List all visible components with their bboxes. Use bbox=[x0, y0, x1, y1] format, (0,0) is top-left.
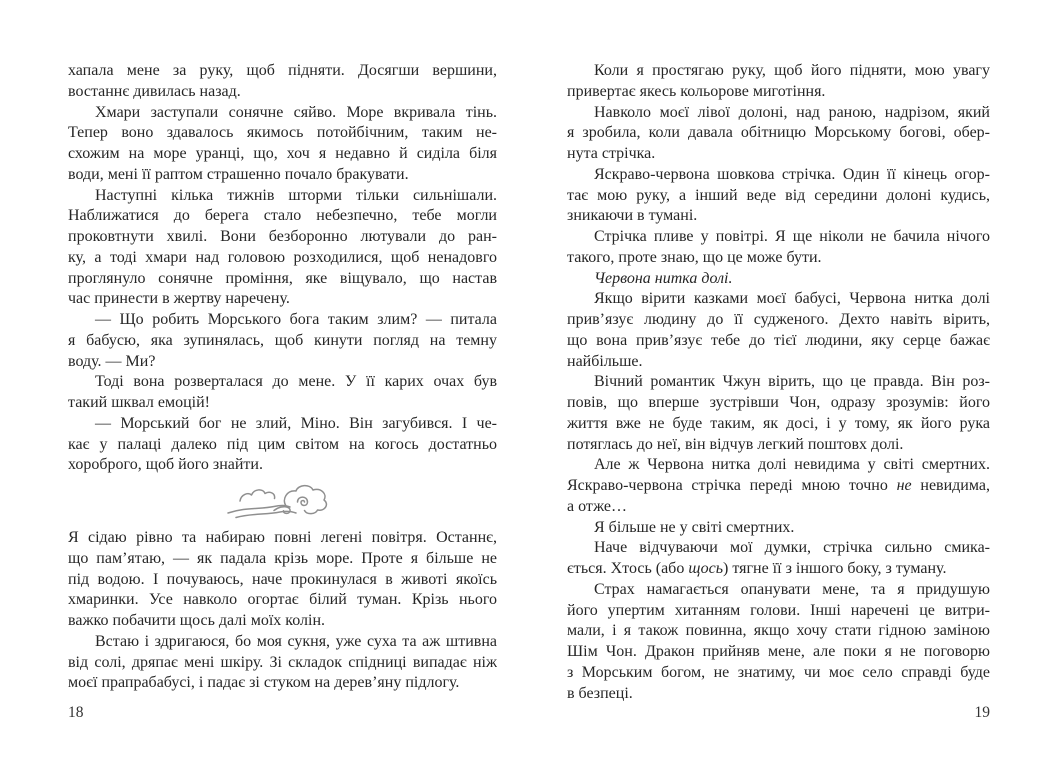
text-line: потяглась до неї, він відчув легкий поштовх долі. bbox=[567, 435, 904, 453]
text-line: в безпеці. bbox=[567, 684, 633, 702]
text-line: під водою. І почуваюсь, наче прокинулася в животі якоїсь bbox=[68, 570, 497, 588]
paragraph bbox=[567, 227, 990, 269]
text-line: що пам’ятаю, — як падала крізь море. Проте я більше не bbox=[68, 549, 497, 567]
paragraph bbox=[567, 518, 990, 539]
text-line: Навколо моєї лівої долоні, над раною, надрізом, який bbox=[594, 103, 990, 121]
text-line: Встаю і здригаюся, бо моя сукня, уже суха та аж штивна bbox=[95, 632, 497, 650]
left-page-number: 18 bbox=[68, 704, 84, 721]
text-line: проковтнути хвилі. Вони безборонно лютували до ран- bbox=[68, 228, 497, 245]
paragraph bbox=[567, 372, 990, 455]
text-line: прив’язує людину до її судженого. Дехто навіть вірить, bbox=[567, 311, 990, 328]
paragraph bbox=[567, 580, 990, 705]
text-line: востаннє дивилась назад. bbox=[68, 82, 241, 100]
text-line: Страх намагається опанувати мене, та я придушую bbox=[594, 580, 990, 598]
text-line: повів, що вперше зустрівши Чон, одразу зрозумів: його bbox=[567, 394, 990, 411]
paragraph bbox=[567, 538, 990, 580]
text-line: Яскраво-червона стрічка переді мною точно не невидима, bbox=[567, 477, 990, 494]
paragraph bbox=[68, 372, 497, 414]
right-page-number: 19 bbox=[974, 704, 990, 721]
text-line: привертає якесь кольорове миготіння. bbox=[567, 82, 826, 100]
paragraph bbox=[68, 414, 497, 476]
text-line: нута стрічка. bbox=[567, 145, 656, 162]
paragraph bbox=[567, 61, 990, 103]
text-line: тає мою руку, а інший веде від середини долоні кудись, bbox=[567, 186, 990, 204]
text-line: Я більше не у світі смертних. bbox=[594, 518, 795, 536]
text-line: Наближатися до берега стало небезпечно, тебе могли bbox=[68, 207, 497, 225]
paragraph bbox=[68, 186, 497, 311]
cloud-scroll-ornament bbox=[224, 479, 342, 525]
text-line: з Морським богом, не знатиму, чи моє село справді буде bbox=[567, 663, 990, 681]
text-line: а отже… bbox=[567, 497, 628, 515]
paragraph bbox=[567, 289, 990, 372]
text-line: води, мені її раптом страшенно почало бракувати. bbox=[68, 165, 409, 183]
text-line: Наступні кілька тижнів шторми тільки сильнішали. bbox=[95, 186, 497, 204]
text-line: його упертим хитанням голови. Інші наречені це витри- bbox=[567, 601, 990, 619]
text-line: час принести в жертву наречену. bbox=[68, 290, 290, 308]
text-line: Тепер воно здавалось якимось потойбічним, таким не- bbox=[68, 124, 497, 142]
text-line: воду. — Ми? bbox=[68, 352, 156, 370]
text-line: хороброго, щоб його знайти. bbox=[68, 456, 263, 474]
paragraph bbox=[567, 269, 990, 290]
text-line: — Що робить Морського бога таким злим? — питала bbox=[95, 311, 497, 328]
text-line: такий шквал емоцій! bbox=[68, 394, 210, 411]
paragraph bbox=[68, 310, 497, 372]
text-line: життя вже не буде таким, як досі, і у тому, як його рука bbox=[567, 414, 990, 432]
text-line: Червона нитка долі. bbox=[594, 269, 733, 287]
text-line: Шім Чон. Дракон прийняв мене, але поки я не поговорю bbox=[567, 643, 990, 660]
right-page-text-column bbox=[567, 61, 990, 704]
paragraph bbox=[68, 632, 497, 694]
text-line: схожим на море уранці, що, хоч я недавно й сиділа біля bbox=[68, 145, 497, 162]
paragraph bbox=[68, 528, 497, 632]
text-line: найбільше. bbox=[567, 352, 643, 370]
text-line: Я сідаю рівно та набираю повні легені повітря. Останнє, bbox=[68, 529, 497, 546]
text-line: зникаючи в тумані. bbox=[567, 207, 698, 225]
text-line: хапала мене за руку, щоб підняти. Досягши вершини, bbox=[68, 62, 497, 79]
paragraph bbox=[567, 455, 990, 517]
text-line: такого, проте знаю, що це може бути. bbox=[567, 248, 822, 266]
text-line: Хмари заступали сонячне сяйво. Море вкривала тінь. bbox=[95, 103, 497, 121]
paragraph bbox=[68, 103, 497, 186]
text-line: Якщо вірити казками моєї бабусі, Червона нитка долі bbox=[594, 290, 990, 308]
text-line: від солі, дряпає мені шкіру. Зі складок спідниці випадає ніж bbox=[68, 653, 497, 671]
text-line: Стрічка пливе у повітрі. Я ще ніколи не бачила нічого bbox=[594, 228, 990, 245]
text-line: моєї прапрабабусі, і падає зі стуком на дерев’яну підлогу. bbox=[68, 674, 460, 692]
text-line: Але ж Червона нитка долі невидима у світі смертних. bbox=[594, 456, 990, 474]
text-line: я бабусю, яка зупинялась, щоб кинути погляд на темну bbox=[68, 331, 497, 349]
text-line: я зробила, коли давала обітницю Морському богові, обер- bbox=[567, 124, 990, 142]
text-line: хмаринки. Усе навколо огортає білий туман. Крізь нього bbox=[68, 591, 497, 609]
text-line: що вона прив’язує тебе до тієї людини, яку серце бажає bbox=[567, 331, 990, 349]
left-page-text-column bbox=[68, 61, 497, 694]
text-line: Вічний романтик Чжун вірить, що це правда. Він роз- bbox=[594, 373, 990, 391]
text-line: кає у палаці далеко під цим світом на когось достатньо bbox=[68, 435, 497, 453]
text-line: Яскраво-червона шовкова стрічка. Один її кінець огор- bbox=[594, 165, 990, 183]
text-line: мали, і я також повинна, якщо хочу стати гідною заміною bbox=[567, 622, 990, 640]
text-line: Тоді вона розверталася до мене. У її карих очах був bbox=[95, 373, 497, 391]
text-line: — Морський бог не злий, Міно. Він загубився. І че- bbox=[95, 414, 497, 432]
text-line: Наче відчуваючи мої думки, стрічка сильно смика- bbox=[594, 539, 990, 557]
text-line: ється. Хтось (або щось) тягне її з іншого боку, з туману. bbox=[567, 560, 947, 577]
text-line: важко побачити щось далі моїх колін. bbox=[68, 612, 326, 629]
text-line: проглянуло сонячне проміння, яке віщувало, що настав bbox=[68, 269, 497, 287]
paragraph bbox=[567, 103, 990, 165]
paragraph bbox=[68, 61, 497, 103]
text-line: ку, а тоді хмари над головою розходилися, щоб ненадовго bbox=[68, 248, 497, 266]
scene-break-ornament bbox=[68, 476, 497, 528]
text-line: Коли я простягаю руку, щоб його підняти, мою увагу bbox=[594, 62, 990, 79]
paragraph bbox=[567, 165, 990, 227]
